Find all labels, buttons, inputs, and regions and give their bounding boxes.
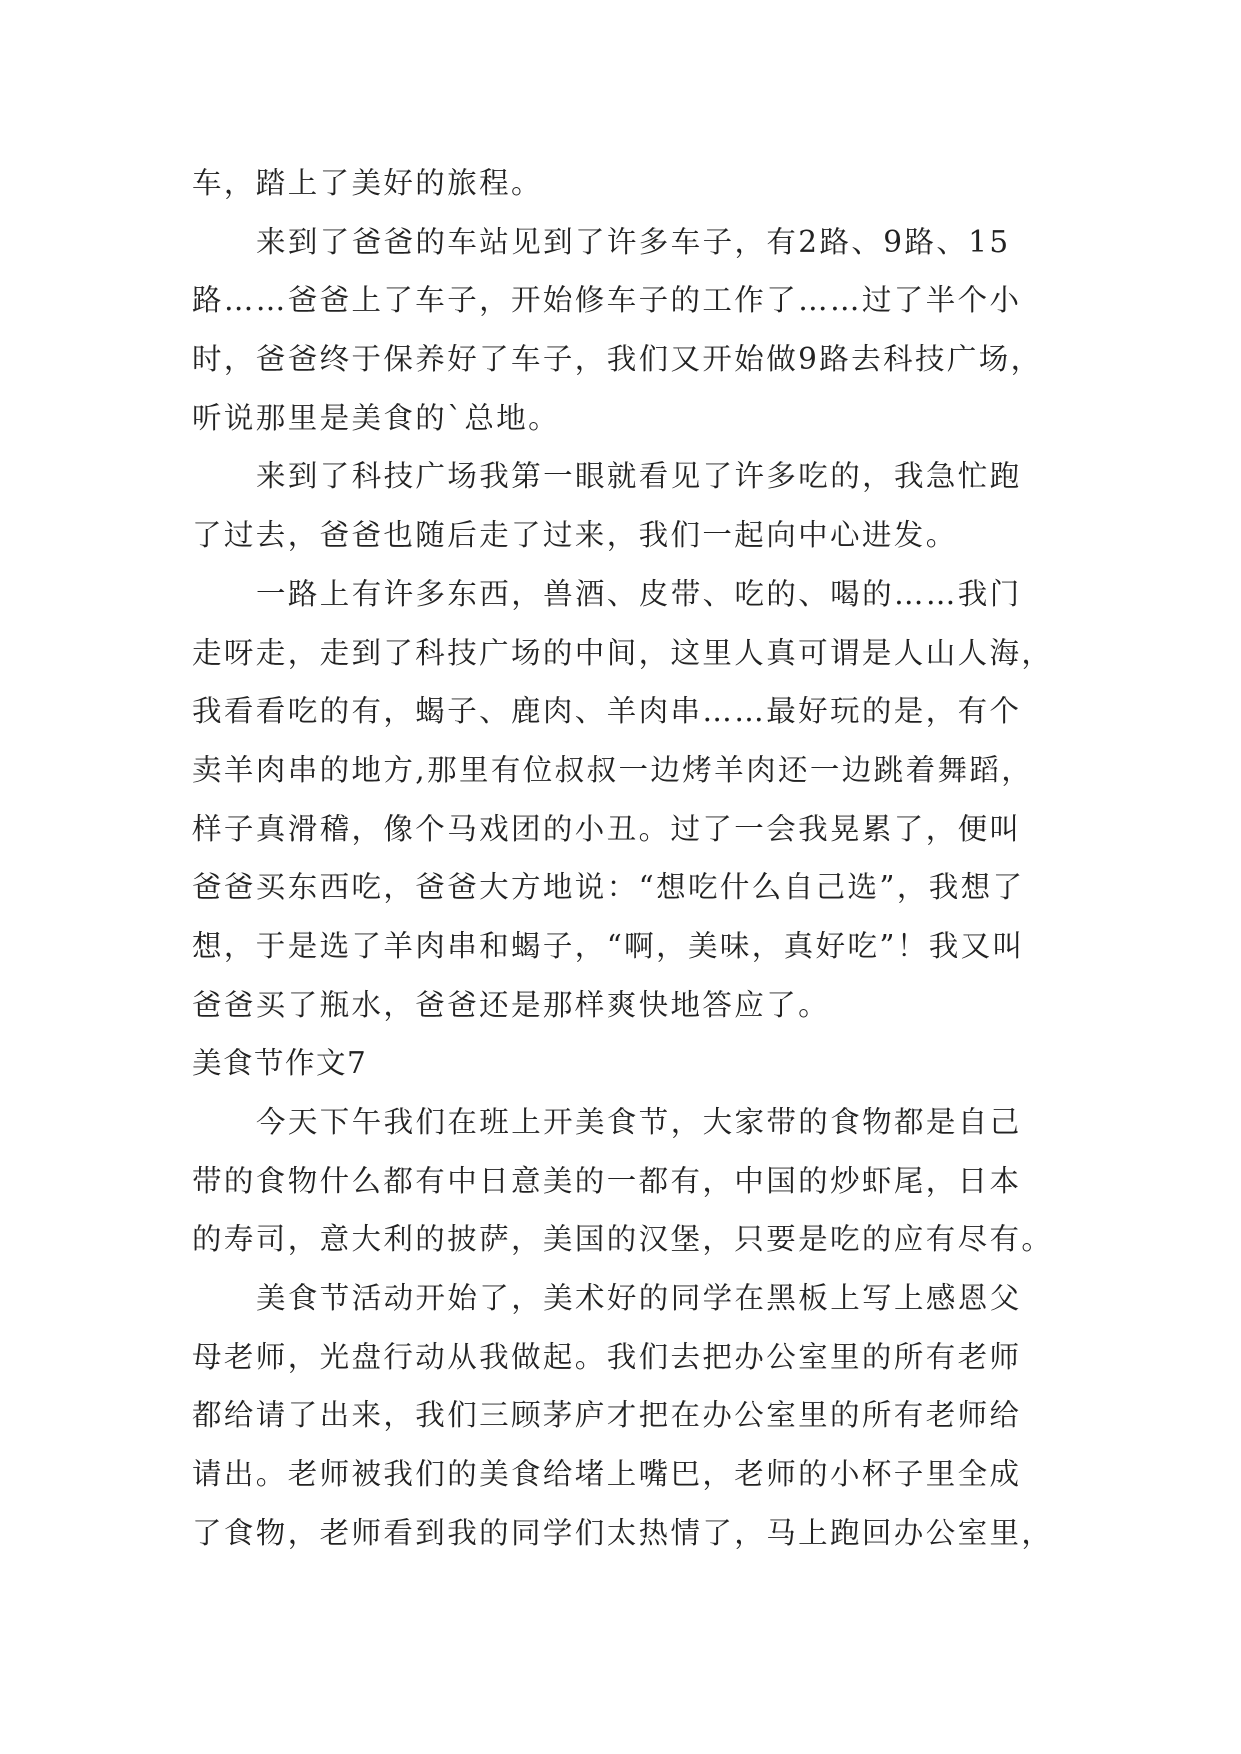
text-line: 想，于是选了羊肉串和蝎子，“啊，美味，真好吃”！我又叫	[192, 928, 1025, 963]
text-line: 了过去，爸爸也随后走了过来，我们一起向中心进发。	[192, 518, 958, 553]
text-line: 带的食物什么都有中日意美的一都有，中国的炒虾尾，日本	[192, 1163, 1022, 1198]
text-line: 今天下午我们在班上开美食节，大家带的食物都是自己	[256, 1105, 1022, 1139]
text-line: 了食物，老师看到我的同学们太热情了，马上跑回办公室里，	[192, 1515, 1054, 1550]
text-line: 来到了爸爸的车站见到了许多车子，有2路、9路、15	[256, 224, 1011, 259]
text-line: 路……爸爸上了车子，开始修车子的工作了……过了半个小	[192, 283, 1022, 318]
text-line: 美食节活动开始了，美术好的同学在黑板上写上感恩父	[256, 1281, 1022, 1316]
text-line: 我看看吃的有，蝎子、鹿肉、羊肉串……最好玩的是，有个	[192, 694, 1022, 729]
text-line: 请出。老师被我们的美食给堵上嘴巴，老师的小杯子里全成	[192, 1457, 1022, 1492]
section-heading: 美食节作文7	[192, 1046, 368, 1081]
text-line: 走呀走，走到了科技广场的中间，这里人真可谓是人山人海，	[192, 635, 1054, 670]
text-line: 都给请了出来，我们三顾茅庐才把在办公室里的所有老师给	[192, 1398, 1022, 1433]
text-line: 车，踏上了美好的旅程。	[192, 166, 543, 200]
text-line: 来到了科技广场我第一眼就看见了许多吃的，我急忙跑	[256, 459, 1022, 494]
text-line: 时，爸爸终于保养好了车子，我们又开始做9路去科技广场，	[192, 342, 1043, 377]
text-line: 爸爸买东西吃，爸爸大方地说：“想吃什么自己选”，我想了	[192, 870, 1025, 905]
essay-body	[192, 154, 1054, 1563]
text-line: 卖羊肉串的地方,那里有位叔叔一边烤羊肉还一边跳着舞蹈，	[192, 752, 1034, 787]
text-line: 听说那里是美食的`总地。	[192, 400, 561, 435]
text-line: 爸爸买了瓶水，爸爸还是那样爽快地答应了。	[192, 987, 831, 1022]
text-line: 样子真滑稽，像个马戏团的小丑。过了一会我晃累了，便叫	[192, 811, 1022, 846]
text-line: 一路上有许多东西，兽酒、皮带、吃的、喝的……我门	[256, 576, 1022, 611]
text-line: 母老师，光盘行动从我做起。我们去把办公室里的所有老师	[192, 1339, 1022, 1374]
text-line: 的寿司，意大利的披萨，美国的汉堡，只要是吃的应有尽有。	[192, 1222, 1054, 1257]
